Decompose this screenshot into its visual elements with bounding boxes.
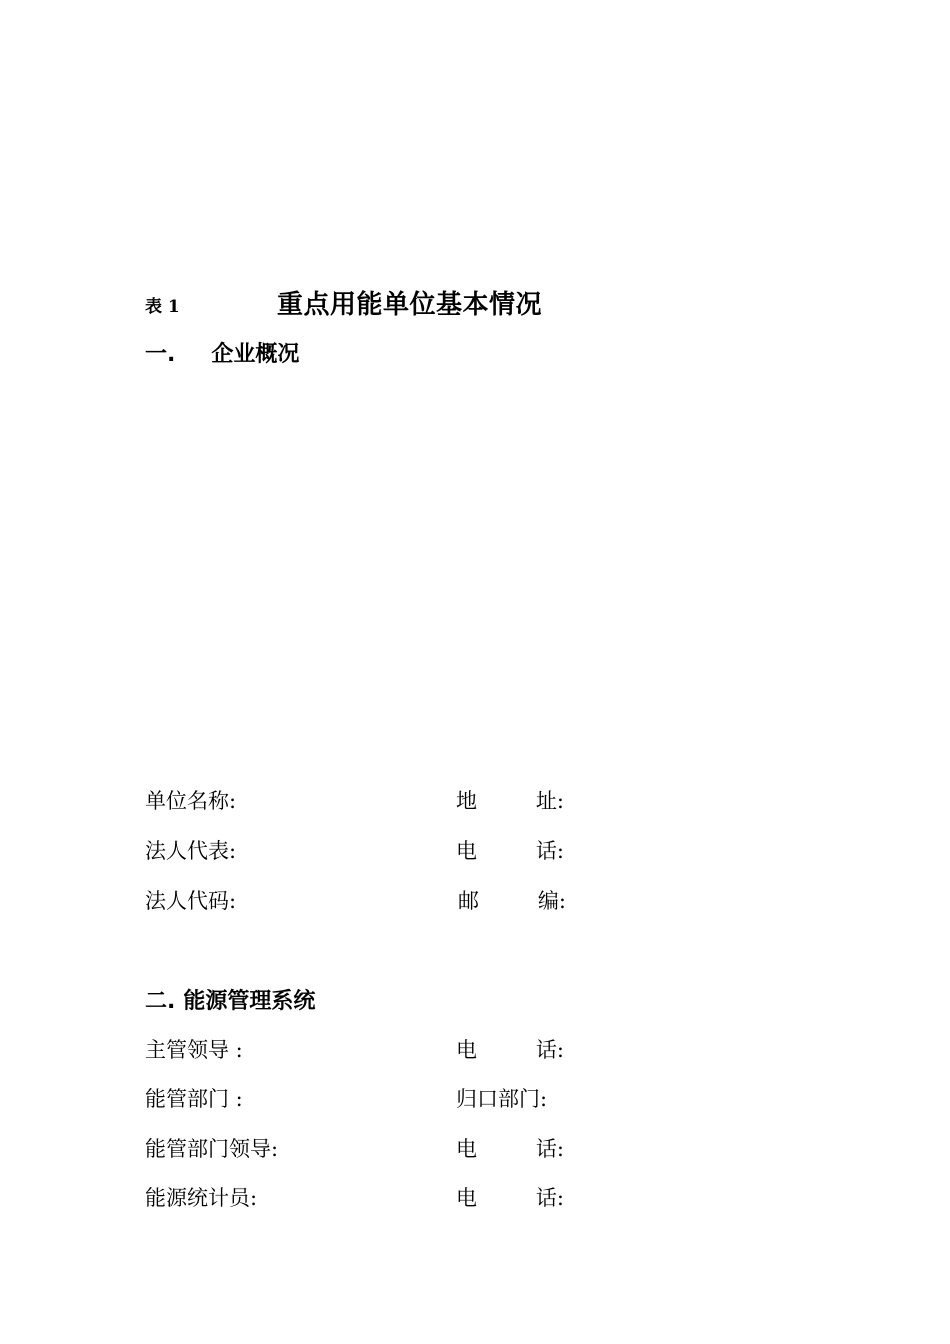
field-label-responsible-dept: 归口部门: bbox=[456, 1087, 548, 1111]
field-label-unit-name: 单位名称: bbox=[145, 789, 237, 813]
section-number: 一. bbox=[145, 342, 176, 367]
field-label-energy-statistician: 能源统计员: bbox=[145, 1186, 258, 1210]
field-label-address bbox=[456, 785, 566, 815]
label-part: 邮 bbox=[458, 889, 479, 913]
label-part: 编: bbox=[537, 889, 566, 913]
field-label-energy-dept: 能管部门 : bbox=[145, 1087, 243, 1111]
field-label-phone bbox=[456, 1133, 566, 1163]
label-part: 电 bbox=[456, 839, 477, 863]
table-number: 表 1 bbox=[145, 297, 180, 317]
field-label-phone bbox=[456, 1034, 566, 1064]
field-label-legal-code: 法人代码: bbox=[145, 889, 237, 913]
label-part: 话: bbox=[535, 1137, 564, 1161]
section-number: 二. bbox=[145, 989, 176, 1014]
label-part: 话: bbox=[535, 1186, 564, 1210]
label-part: 地 bbox=[456, 789, 477, 813]
label-part: 址: bbox=[535, 789, 564, 813]
section-title: 能源管理系统 bbox=[183, 989, 316, 1014]
field-label-supervisor: 主管领导 : bbox=[145, 1038, 243, 1062]
field-label-energy-dept-leader: 能管部门领导: bbox=[145, 1137, 279, 1161]
label-part: 电 bbox=[456, 1038, 477, 1062]
document-title: 重点用能单位基本情况 bbox=[277, 290, 543, 320]
label-part: 话: bbox=[535, 1038, 564, 1062]
section-title: 企业概况 bbox=[211, 342, 300, 367]
section-heading-1 bbox=[145, 337, 299, 368]
section-heading-2 bbox=[145, 984, 315, 1015]
field-label-phone bbox=[456, 835, 566, 865]
field-label-postcode bbox=[458, 885, 568, 915]
label-part: 话: bbox=[535, 839, 564, 863]
label-part: 电 bbox=[456, 1186, 477, 1210]
field-label-phone bbox=[456, 1182, 566, 1212]
label-part: 电 bbox=[456, 1137, 477, 1161]
field-label-legal-rep: 法人代表: bbox=[145, 839, 237, 863]
